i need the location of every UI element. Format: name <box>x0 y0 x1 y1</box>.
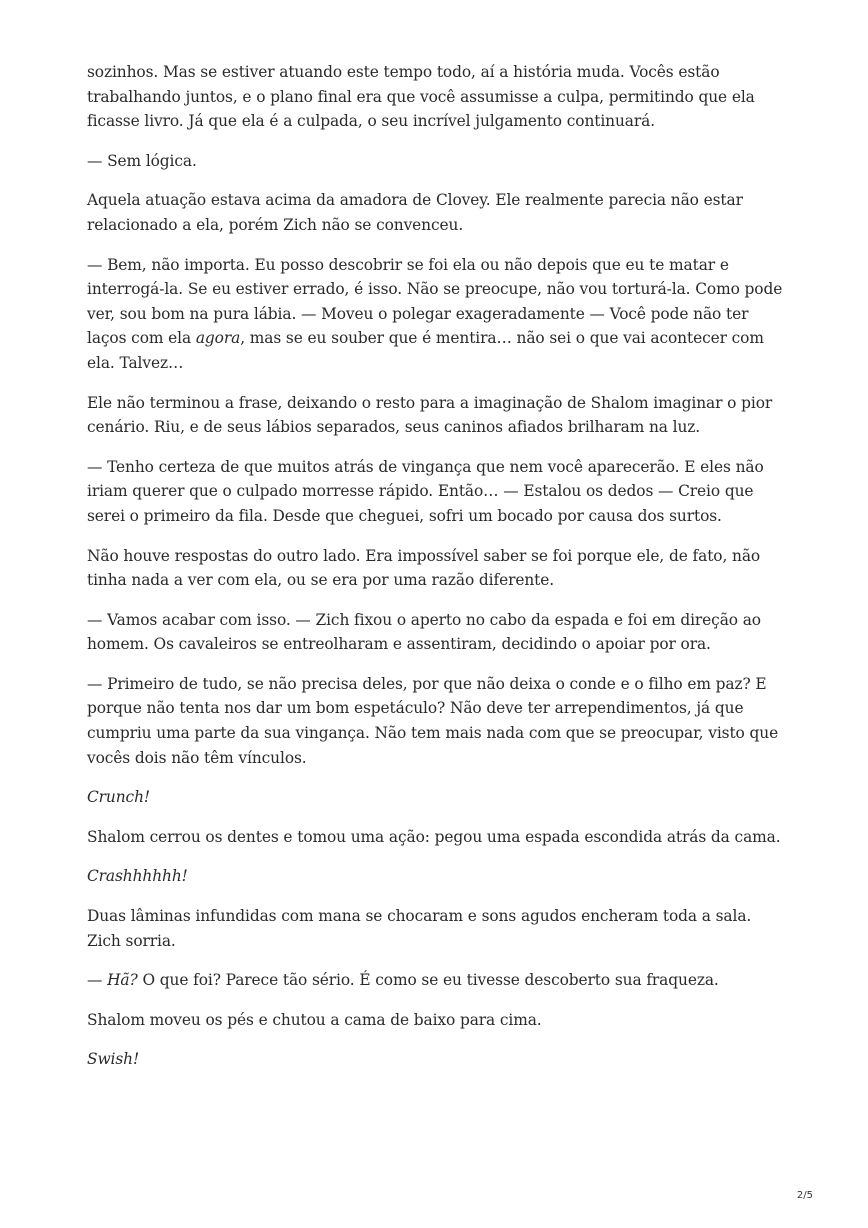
italic-text-run: Crashhhhhh! <box>87 867 188 886</box>
paragraph <box>87 391 787 440</box>
text-run: sozinhos. Mas se estiver atuando este tempo todo, aí a história muda. Vocês estão trabalhando juntos, e o plano final era que você assumisse a culpa, permitindo que ela ficasse livro. Já que ela é a culpada, o seu incrível julgamento continuará. <box>87 63 755 131</box>
text-run: Ele não terminou a frase, deixando o resto para a imaginação de Shalom imaginar o pior cenário. Riu, e de seus lábios separados, seus caninos afiados brilharam na luz. <box>87 393 773 437</box>
text-run: — Tenho certeza de que muitos atrás de vingança que nem você aparecerão. E eles não iriam querer que o culpado morresse rápido. Então… — Estalou os dedos — Creio que serei o primeiro da fila. Desde que cheguei, sofri um bocado por causa dos surtos. <box>87 457 764 525</box>
paragraph <box>87 968 787 993</box>
text-run: — Primeiro de tudo, se não precisa deles, por que não deixa o conde e o filho em paz? E porque não tenta nos dar um bom espetáculo? Não deve ter arrependimentos, já que cumpriu uma parte da sua vingança. Não tem mais nada com que se preocupar, visto que vocês dois não têm vínculos. <box>87 674 779 767</box>
text-run: — Bem, não importa. Eu posso descobrir se foi ela ou não depois que eu te matar e interrogá-la. Se eu estiver errado, é isso. Não se preocupe, não vou torturá-la. Como pode ver, sou bom na pura lábia. — Moveu o polegar exageradamente — Você pode não ter laços com ela <box>87 255 783 348</box>
text-run: — <box>87 971 108 990</box>
document-body <box>87 60 787 1087</box>
text-run: Shalom moveu os pés e chutou a cama de baixo para cima. <box>87 1010 542 1029</box>
page-number: 2/5 <box>796 1190 813 1201</box>
paragraph <box>87 253 787 376</box>
paragraph <box>87 455 787 529</box>
italic-text-run: Hã? <box>107 971 138 990</box>
text-run: Aquela atuação estava acima da amadora de Clovey. Ele realmente parecia não estar relacionado a ela, porém Zich não se convenceu. <box>87 191 743 234</box>
paragraph <box>87 825 787 850</box>
paragraph <box>87 672 787 770</box>
italic-text-run: agora <box>195 329 241 348</box>
paragraph <box>87 608 787 657</box>
text-run: O que foi? Parece tão sério. É como se eu tivesse descoberto sua fraqueza. <box>137 971 719 990</box>
italic-text-run: Crunch! <box>87 788 150 807</box>
paragraph <box>87 149 787 174</box>
paragraph <box>87 1047 787 1072</box>
text-run: , mas se eu souber que é mentira… não sei o que vai acontecer com ela. Talvez… <box>87 329 764 372</box>
paragraph <box>87 1008 787 1033</box>
paragraph <box>87 785 787 810</box>
paragraph <box>87 864 787 889</box>
text-run: — Sem lógica. <box>87 151 197 170</box>
text-run: Shalom cerrou os dentes e tomou uma ação: pegou uma espada escondida atrás da cama. <box>87 827 781 846</box>
text-run: Duas lâminas infundidas com mana se chocaram e sons agudos encheram toda a sala. Zich sorria. <box>87 907 752 950</box>
paragraph <box>87 188 787 237</box>
text-run: Não houve respostas do outro lado. Era impossível saber se foi porque ele, de fato, não tinha nada a ver com ela, ou se era por uma razão diferente. <box>87 546 761 590</box>
text-run: — Vamos acabar com isso. — Zich fixou o aperto no cabo da espada e foi em direção ao homem. Os cavaleiros se entreolharam e assentiram, decidindo o apoiar por ora. <box>87 610 761 654</box>
paragraph <box>87 544 787 593</box>
paragraph <box>87 60 787 134</box>
italic-text-run: Swish! <box>87 1050 140 1069</box>
paragraph <box>87 904 787 953</box>
